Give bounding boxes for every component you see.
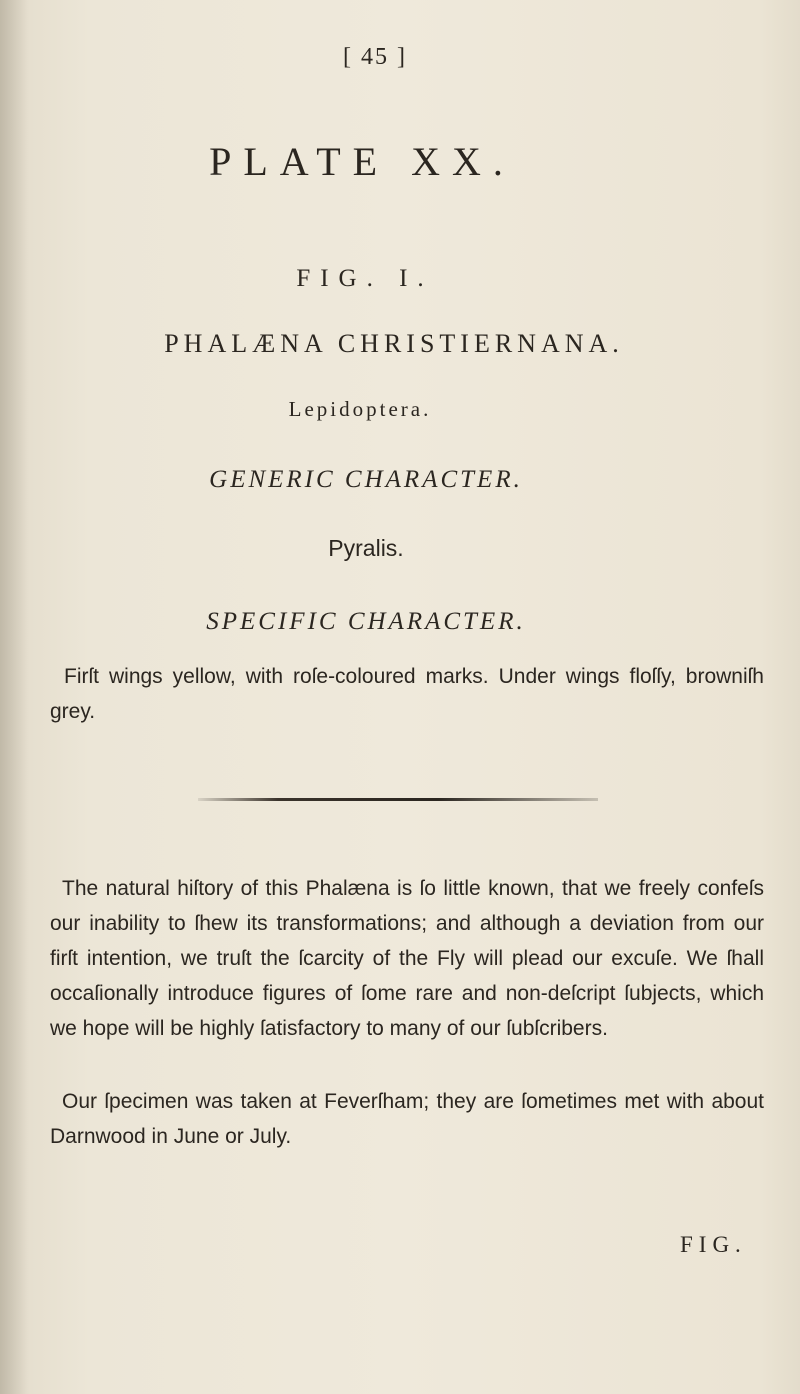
plate-title: PLATE XX.	[209, 139, 515, 184]
natural-history-paragraph: The natural hiſtory of this Phalæna is ſo little known, that we freely confeſs our inability to ſhew its transformations; and although a deviation from our firſt intention, we truſt the ſcarcity of the Fly will plead our excuſe. We ſhall occaſionally introduce figures of ſome rare and non-deſcript ſubjects, which we hope will be highly ſatisfactory to many of our ſubſcribers.	[50, 877, 764, 1040]
page-number: [ 45 ]	[343, 44, 407, 70]
genus-name: Pyralis.	[328, 535, 404, 561]
species-name: PHALÆNA CHRISTIERNANA.	[164, 329, 624, 358]
section-divider	[198, 798, 598, 801]
figure-label: FIG. I.	[296, 265, 434, 292]
gutter-shadow	[0, 0, 28, 1394]
order-name: Lepidoptera.	[288, 397, 432, 421]
generic-character-heading: GENERIC CHARACTER.	[209, 466, 523, 493]
specific-character-heading: SPECIFIC CHARACTER.	[206, 608, 526, 635]
specific-character-text: Firſt wings yellow, with roſe-coloured marks. Under wings floſſy, browniſh grey.	[50, 665, 764, 723]
specimen-paragraph: Our ſpecimen was taken at Feverſham; they are ſometimes met with about Darnwood in June or July.	[50, 1090, 764, 1148]
catchword: FIG.	[680, 1232, 747, 1257]
